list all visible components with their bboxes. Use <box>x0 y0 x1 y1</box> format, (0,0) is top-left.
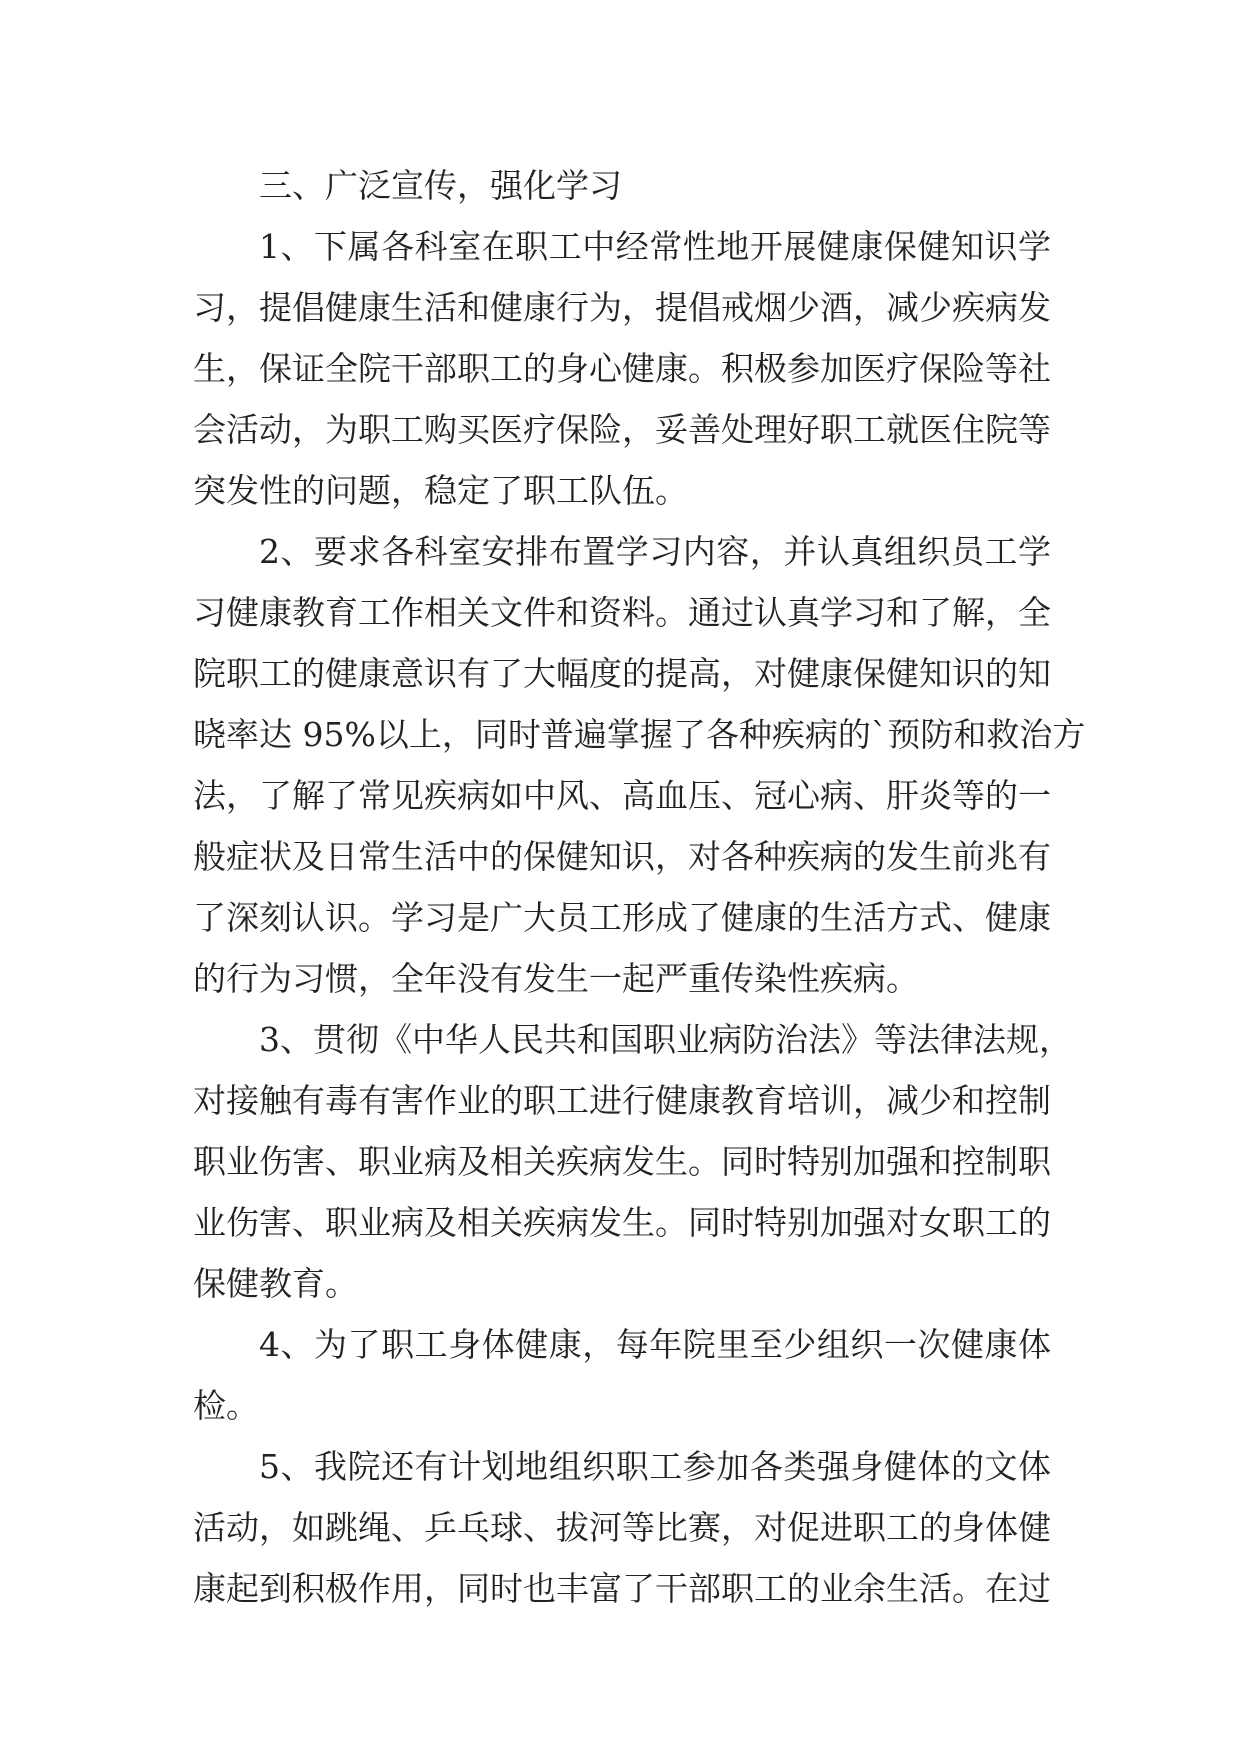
paragraph-line: 2、要求各科室安排布置学习内容，并认真组织员工学 <box>259 532 1051 571</box>
paragraph-line: 了深刻认识。学习是广大员工形成了健康的生活方式、健康 <box>193 898 1051 937</box>
paragraph-line: 康起到积极作用，同时也丰富了干部职工的业余生活。在过 <box>193 1569 1051 1608</box>
paragraph-line: 会活动，为职工购买医疗保险，妥善处理好职工就医住院等 <box>193 410 1051 449</box>
paragraph-line: 的行为习惯，全年没有发生一起严重传染性疾病。 <box>193 959 919 998</box>
section-heading: 三、广泛宣传，强化学习 <box>259 166 622 205</box>
paragraph-line: 习，提倡健康生活和健康行为，提倡戒烟少酒，减少疾病发 <box>193 288 1051 327</box>
paragraph-line: 职业伤害、职业病及相关疾病发生。同时特别加强和控制职 <box>193 1142 1051 1181</box>
paragraph-4 <box>193 1314 1051 1436</box>
paragraph-line: 院职工的健康意识有了大幅度的提高，对健康保健知识的知 <box>193 654 1051 693</box>
paragraph-5 <box>193 1436 1051 1619</box>
document-page <box>193 155 1086 1619</box>
paragraph-3 <box>193 1009 1072 1314</box>
paragraph-line: 保健教育。 <box>193 1264 358 1303</box>
paragraph-line: 对接触有毒有害作业的职工进行健康教育培训，减少和控制 <box>193 1081 1051 1120</box>
paragraph-line: 业伤害、职业病及相关疾病发生。同时特别加强对女职工的 <box>193 1203 1051 1242</box>
paragraph-line: 突发性的问题，稳定了职工队伍。 <box>193 471 688 510</box>
paragraph-line: 般症状及日常生活中的保健知识，对各种疾病的发生前兆有 <box>193 837 1051 876</box>
paragraph-line: 活动，如跳绳、乒乓球、拔河等比赛，对促进职工的身体健 <box>193 1508 1051 1547</box>
paragraph-line: 习健康教育工作相关文件和资料。通过认真学习和了解，全 <box>193 593 1051 632</box>
paragraph-1 <box>193 216 1051 521</box>
paragraph-line: 检。 <box>193 1386 259 1425</box>
paragraph-line: 3、贯彻《中华人民共和国职业病防治法》等法律法规， <box>259 1020 1072 1059</box>
paragraph-2 <box>193 521 1086 1009</box>
paragraph-line: 晓率达 95%以上，同时普遍掌握了各种疾病的`预防和救治方 <box>193 715 1086 754</box>
paragraph-line: 4、为了职工身体健康，每年院里至少组织一次健康体 <box>259 1325 1051 1364</box>
paragraph-line: 生，保证全院干部职工的身心健康。积极参加医疗保险等社 <box>193 349 1051 388</box>
paragraph-line: 法，了解了常见疾病如中风、高血压、冠心病、肝炎等的一 <box>193 776 1051 815</box>
paragraph-line: 1、下属各科室在职工中经常性地开展健康保健知识学 <box>259 227 1051 266</box>
paragraph-line: 5、我院还有计划地组织职工参加各类强身健体的文体 <box>259 1447 1051 1486</box>
